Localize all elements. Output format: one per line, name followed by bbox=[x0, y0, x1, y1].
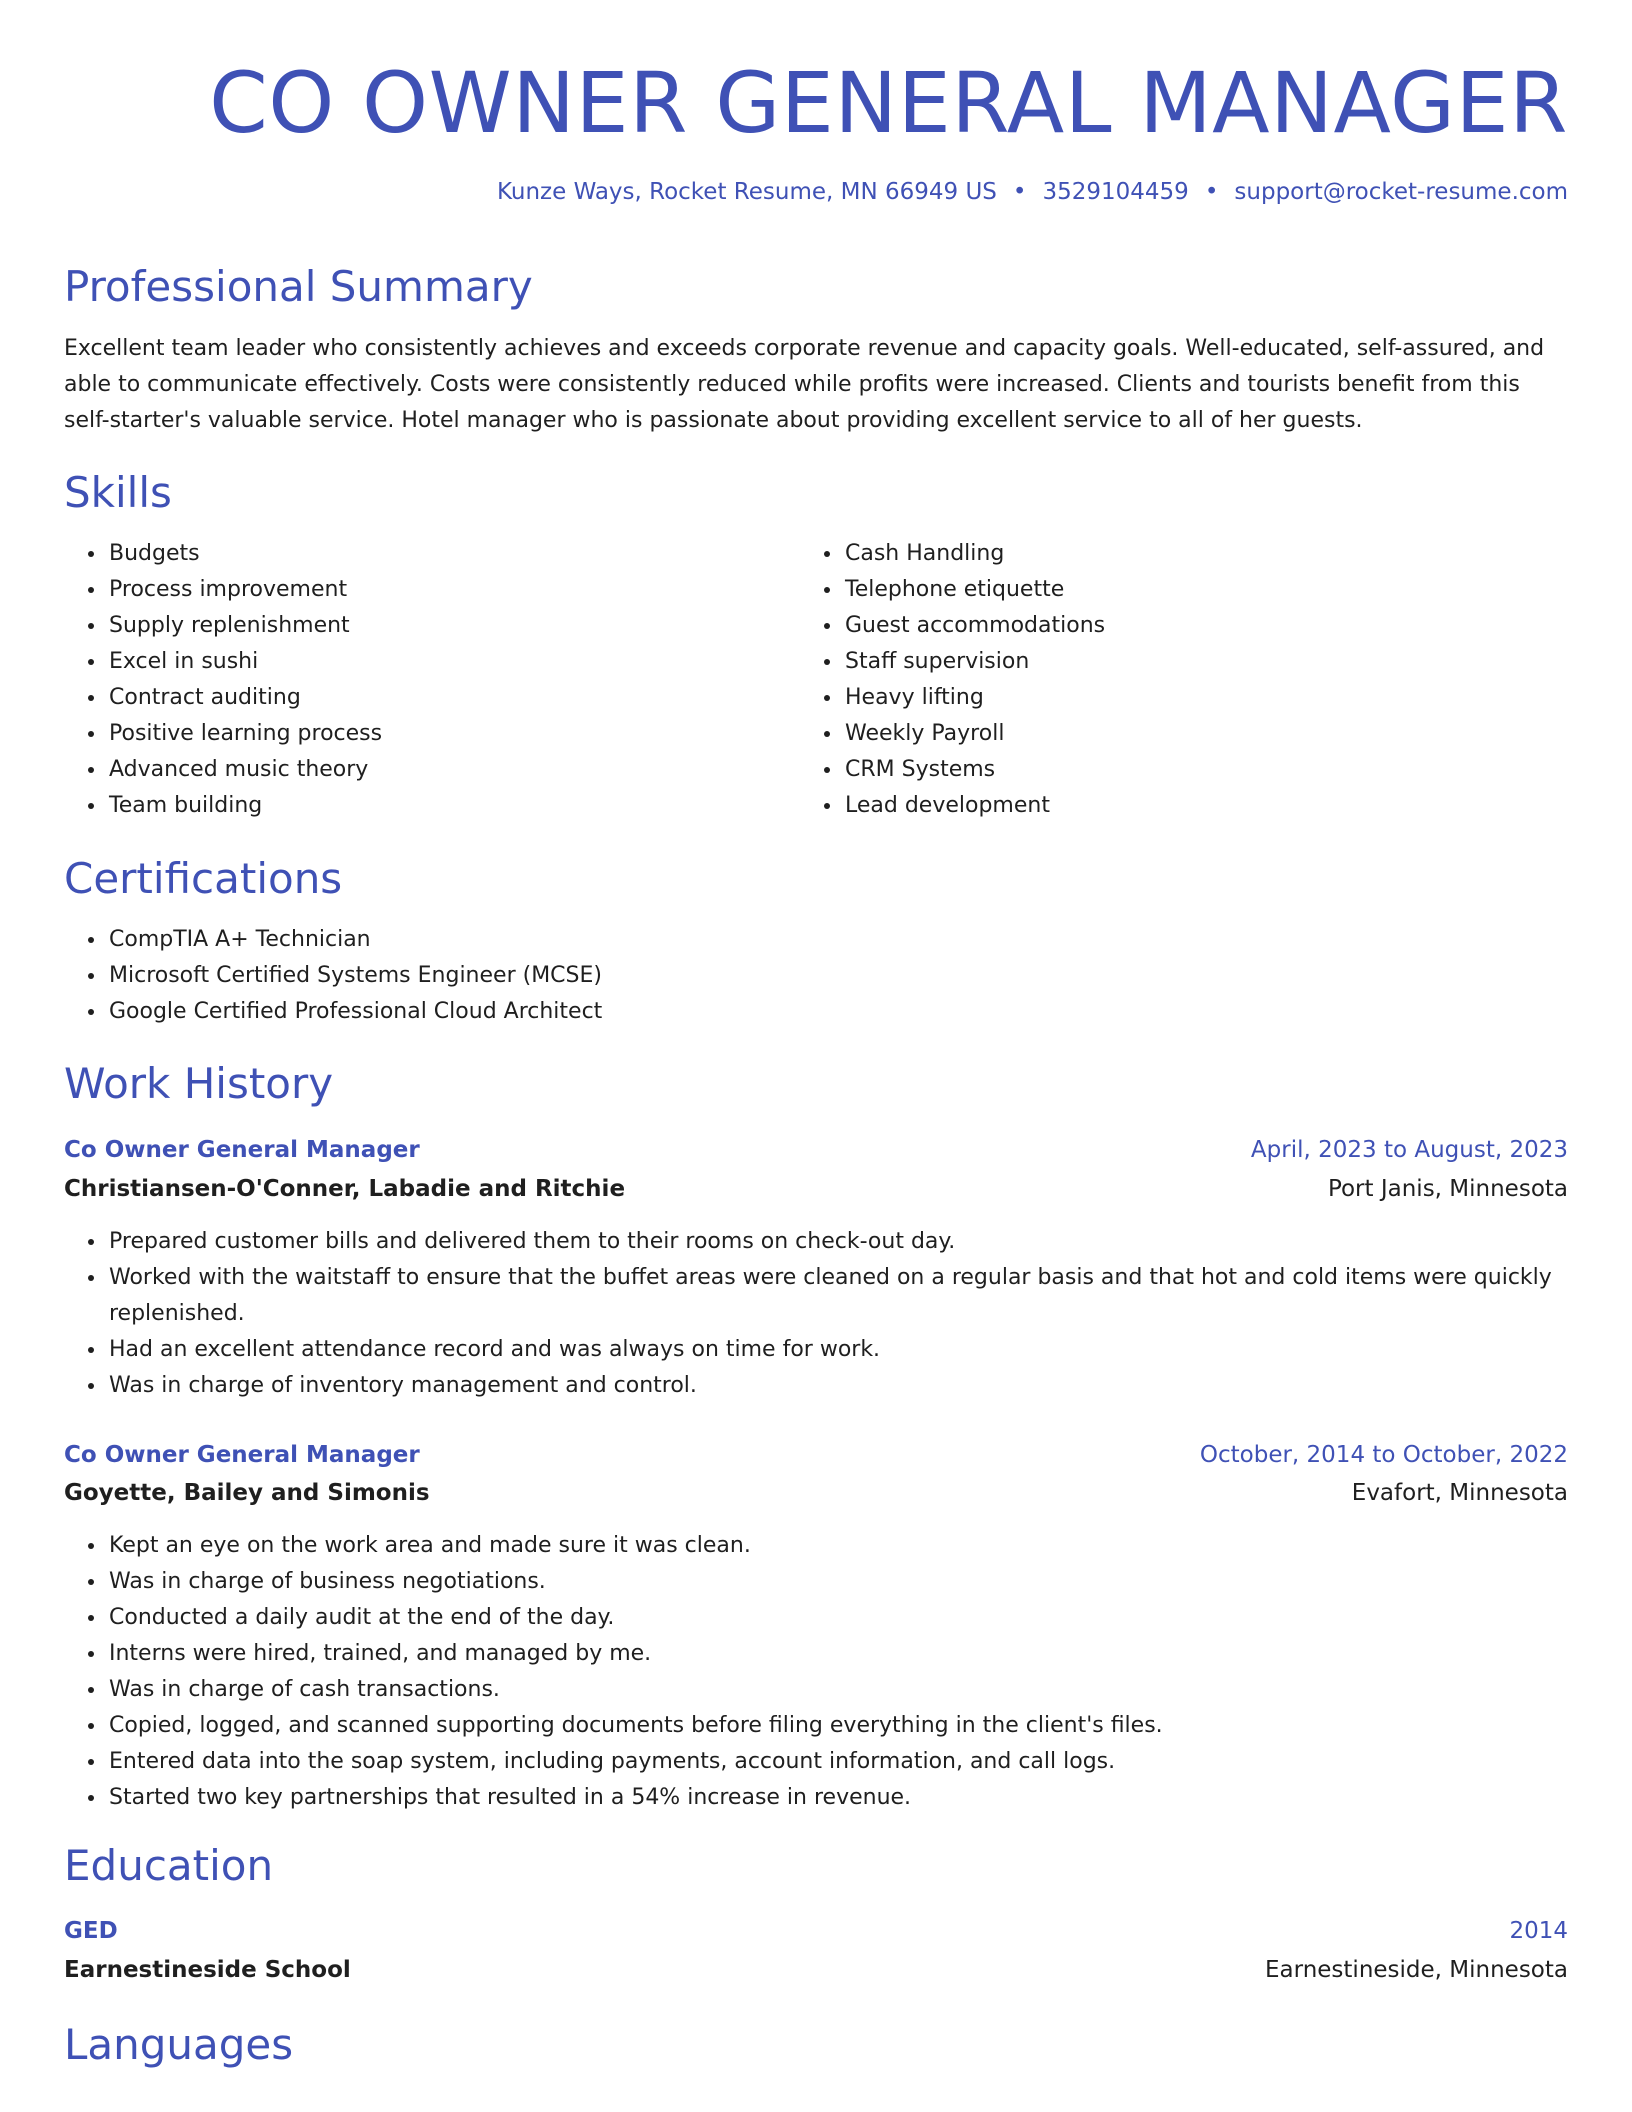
summary-heading: Professional Summary bbox=[64, 262, 533, 311]
skills-heading: Skills bbox=[64, 468, 172, 517]
job-bullets bbox=[64, 1224, 1568, 1404]
education-location: Earnestineside, Minnesota bbox=[1265, 1957, 1568, 1983]
job-title-row bbox=[64, 1132, 1568, 1168]
certification-item: • Microsoft Certified Systems Engineer (MCSE) bbox=[107, 958, 1568, 994]
languages-heading: Languages bbox=[64, 2020, 294, 2069]
certification-item: • Google Certified Professional Cloud Architect bbox=[107, 994, 1568, 1030]
skill-item: • Lead development bbox=[843, 788, 1540, 824]
skill-item: • Telephone etiquette bbox=[843, 572, 1540, 608]
skill-item: • Heavy lifting bbox=[843, 680, 1540, 716]
job-bullet-item: • Prepared customer bills and delivered them to their rooms on check-out day. bbox=[107, 1224, 1568, 1260]
contact-phone: 3529104459 bbox=[1042, 179, 1189, 205]
job-company: Goyette, Bailey and Simonis bbox=[64, 1480, 430, 1506]
skill-item: • Process improvement bbox=[107, 572, 804, 608]
education-year: 2014 bbox=[1509, 1918, 1568, 1944]
job-bullet-item: • Conducted a daily audit at the end of the day. bbox=[107, 1600, 1568, 1636]
skill-item: • Staff supervision bbox=[843, 644, 1540, 680]
job-bullet-item: • Started two key partnerships that resulted in a 54% increase in revenue. bbox=[107, 1780, 1568, 1816]
contact-separator: • bbox=[1204, 179, 1219, 205]
certifications-list bbox=[64, 922, 1568, 1030]
skills-column-left bbox=[64, 536, 804, 824]
job-title-row bbox=[64, 1437, 1568, 1473]
skill-item: • Positive learning process bbox=[107, 716, 804, 752]
job-bullet-item: • Was in charge of cash transactions. bbox=[107, 1672, 1568, 1708]
skill-item: • Advanced music theory bbox=[107, 752, 804, 788]
job-bullet-item: • Was in charge of business negotiations. bbox=[107, 1564, 1568, 1600]
skill-item: • Contract auditing bbox=[107, 680, 804, 716]
job-bullet-item: • Entered data into the soap system, including payments, account information, and call logs. bbox=[107, 1744, 1568, 1780]
skills-column-right bbox=[800, 536, 1540, 824]
certification-item: • CompTIA A+ Technician bbox=[107, 922, 1568, 958]
skill-item: • Supply replenishment bbox=[107, 608, 804, 644]
education-school: Earnestineside School bbox=[64, 1957, 351, 1983]
job-bullet-item: • Kept an eye on the work area and made sure it was clean. bbox=[107, 1528, 1568, 1564]
skill-item: • CRM Systems bbox=[843, 752, 1540, 788]
skill-item: • Guest accommodations bbox=[843, 608, 1540, 644]
education-heading: Education bbox=[64, 1841, 274, 1890]
work-history-heading: Work History bbox=[64, 1059, 334, 1108]
job-dates: October, 2014 to October, 2022 bbox=[1199, 1442, 1568, 1468]
job-bullet-item: • Worked with the waitstaff to ensure that the buffet areas were cleaned on a regular basis and that hot and cold items were quickly replenished. bbox=[107, 1260, 1568, 1332]
contact-address: Kunze Ways, Rocket Resume, MN 66949 US bbox=[496, 179, 997, 205]
education-school-row bbox=[64, 1952, 1568, 1988]
job-employer-row bbox=[64, 1475, 1568, 1511]
job-company: Christiansen-O'Conner, Labadie and Ritchie bbox=[64, 1176, 626, 1202]
skill-item: • Budgets bbox=[107, 536, 804, 572]
job-bullets bbox=[64, 1528, 1568, 1816]
skill-item: • Team building bbox=[107, 788, 804, 824]
education-title-row bbox=[64, 1913, 1568, 1949]
job-role: Co Owner General Manager bbox=[64, 1137, 420, 1163]
education-degree: GED bbox=[64, 1918, 118, 1944]
skill-item: • Excel in sushi bbox=[107, 644, 804, 680]
job-bullet-item: • Had an excellent attendance record and was always on time for work. bbox=[107, 1332, 1568, 1368]
certifications-heading: Certifications bbox=[64, 854, 343, 903]
job-bullet-item: • Interns were hired, trained, and managed by me. bbox=[107, 1636, 1568, 1672]
job-location: Evafort, Minnesota bbox=[1351, 1480, 1568, 1506]
contact-line bbox=[497, 176, 1568, 208]
job-role: Co Owner General Manager bbox=[64, 1442, 420, 1468]
contact-separator: • bbox=[1012, 179, 1027, 205]
job-bullet-item: • Was in charge of inventory management and control. bbox=[107, 1368, 1568, 1404]
resume-name: CO OWNER GENERAL MANAGER bbox=[209, 54, 1568, 152]
skill-item: • Cash Handling bbox=[843, 536, 1540, 572]
job-location: Port Janis, Minnesota bbox=[1327, 1176, 1568, 1202]
skill-item: • Weekly Payroll bbox=[843, 716, 1540, 752]
job-bullet-item: • Copied, logged, and scanned supporting documents before filing everything in the client's files. bbox=[107, 1708, 1568, 1744]
job-employer-row bbox=[64, 1171, 1568, 1207]
contact-email[interactable]: support@rocket-resume.com bbox=[1234, 179, 1568, 205]
job-dates: April, 2023 to August, 2023 bbox=[1250, 1137, 1568, 1163]
summary-text: Excellent team leader who consistently achieves and exceeds corporate revenue and capacity goals. Well-educated, self-assured, and able to communicate effectively. Costs were consistently reduced while profits were increased. Clients and tourists benefit from this self-starter's valuable service. Hotel manager who is passionate about providing excellent service to all of her guests. bbox=[64, 336, 1545, 433]
